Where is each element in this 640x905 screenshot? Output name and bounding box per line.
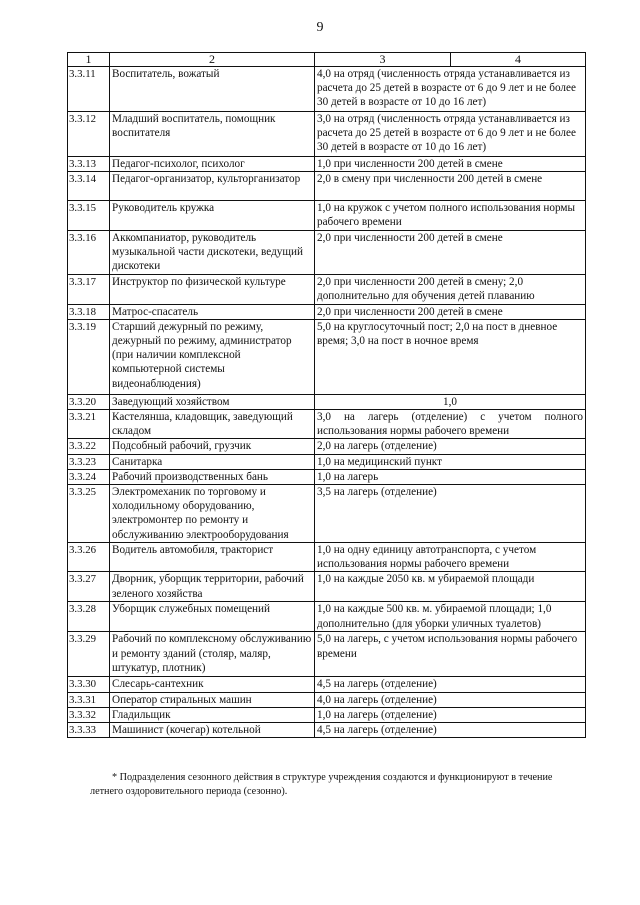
position-name: Старший дежурный по режиму, дежурный по режиму, администратор (при наличии комплексной компьютерной системы видеонаблюдения) <box>110 319 315 394</box>
table-row <box>68 454 586 469</box>
table-row <box>68 201 586 230</box>
staffing-norm: 4,0 на лагерь (отделение) <box>315 692 586 707</box>
position-name: Педагог-психолог, психолог <box>110 157 315 172</box>
column-header: 2 <box>110 53 315 67</box>
table-row <box>68 410 586 439</box>
table-header-row <box>68 53 586 67</box>
table-row <box>68 157 586 172</box>
staffing-norm: 1,0 на лагерь <box>315 469 586 484</box>
table-row <box>68 439 586 454</box>
table-row <box>68 394 586 409</box>
row-number: 3.3.27 <box>68 572 110 602</box>
position-name: Дворник, уборщик территории, рабочий зеленого хозяйства <box>110 572 315 602</box>
position-name: Инструктор по физической культуре <box>110 274 315 304</box>
position-name: Педагог-организатор, культорганизатор <box>110 172 315 201</box>
staffing-norm: 3,0 на отряд (численность отряда устанавливается из расчета до 25 детей в возрасте от 6 до 9 лет и не более 30 детей в возрасте от 10 до 16 лет) <box>315 112 586 157</box>
position-name: Заведующий хозяйством <box>110 394 315 409</box>
staffing-norm: 1,0 на каждые 2050 кв. м убираемой площади <box>315 572 586 602</box>
position-name: Младший воспитатель, помощник воспитателя <box>110 112 315 157</box>
position-name: Гладильщик <box>110 707 315 722</box>
row-number: 3.3.26 <box>68 543 110 572</box>
position-name: Матрос-спасатель <box>110 304 315 319</box>
position-name: Рабочий по комплексному обслуживанию и ремонту зданий (столяр, маляр, штукатур, плотник) <box>110 632 315 677</box>
row-number: 3.3.32 <box>68 707 110 722</box>
column-header: 3 <box>315 53 451 67</box>
staffing-norm: 1,0 на одну единицу автотранспорта, с учетом использования нормы рабочего времени <box>315 543 586 572</box>
table-row <box>68 602 586 632</box>
table-row <box>68 304 586 319</box>
row-number: 3.3.14 <box>68 172 110 201</box>
staffing-norm: 2,0 в смену при численности 200 детей в смене <box>315 172 586 201</box>
row-number: 3.3.20 <box>68 394 110 409</box>
position-name: Оператор стиральных машин <box>110 692 315 707</box>
position-name: Рабочий производственных бань <box>110 469 315 484</box>
row-number: 3.3.16 <box>68 230 110 274</box>
position-name: Электромеханик по торговому и холодильному оборудованию, электромонтер по ремонту и обслуживанию электрооборудования <box>110 485 315 543</box>
row-number: 3.3.18 <box>68 304 110 319</box>
position-name: Аккомпаниатор, руководитель музыкальной части дискотеки, ведущий дискотеки <box>110 230 315 274</box>
position-name: Уборщик служебных помещений <box>110 602 315 632</box>
position-name: Кастелянша, кладовщик, заведующий складом <box>110 410 315 439</box>
table-row <box>68 707 586 722</box>
staffing-norm: 5,0 на круглосуточный пост; 2,0 на пост в дневное время; 3,0 на пост в ночное время <box>315 319 586 394</box>
staffing-norm: 1,0 на каждые 500 кв. м. убираемой площади; 1,0 дополнительно (для уборки уличных туалетов) <box>315 602 586 632</box>
position-name: Машинист (кочегар) котельной <box>110 723 315 738</box>
table-row <box>68 172 586 201</box>
row-number: 3.3.29 <box>68 632 110 677</box>
position-name: Руководитель кружка <box>110 201 315 230</box>
table-row <box>68 572 586 602</box>
staffing-norm: 4,5 на лагерь (отделение) <box>315 723 586 738</box>
staffing-norm: 1,0 на кружок с учетом полного использования нормы рабочего времени <box>315 201 586 230</box>
staffing-norm: 2,0 при численности 200 детей в смену; 2,0 дополнительно для обучения детей плаванию <box>315 274 586 304</box>
table-row <box>68 67 586 112</box>
column-header: 1 <box>68 53 110 67</box>
row-number: 3.3.11 <box>68 67 110 112</box>
table-row <box>68 543 586 572</box>
row-number: 3.3.28 <box>68 602 110 632</box>
position-name: Слесарь-сантехник <box>110 677 315 692</box>
row-number: 3.3.24 <box>68 469 110 484</box>
table-row <box>68 723 586 738</box>
position-name: Воспитатель, вожатый <box>110 67 315 112</box>
row-number: 3.3.21 <box>68 410 110 439</box>
row-number: 3.3.12 <box>68 112 110 157</box>
position-name: Водитель автомобиля, тракторист <box>110 543 315 572</box>
row-number: 3.3.15 <box>68 201 110 230</box>
staffing-table <box>67 52 586 738</box>
table-row <box>68 230 586 274</box>
row-number: 3.3.13 <box>68 157 110 172</box>
row-number: 3.3.19 <box>68 319 110 394</box>
staffing-norm: 2,0 на лагерь (отделение) <box>315 439 586 454</box>
table-row <box>68 469 586 484</box>
staffing-norm: 1,0 на медицинский пункт <box>315 454 586 469</box>
staffing-norm: 2,0 при численности 200 детей в смене <box>315 230 586 274</box>
row-number: 3.3.23 <box>68 454 110 469</box>
row-number: 3.3.30 <box>68 677 110 692</box>
table-row <box>68 677 586 692</box>
table-row <box>68 319 586 394</box>
row-number: 3.3.25 <box>68 485 110 543</box>
position-name: Подсобный рабочий, грузчик <box>110 439 315 454</box>
staffing-norm: 1,0 на лагерь (отделение) <box>315 707 586 722</box>
table-row <box>68 485 586 543</box>
page-number: 9 <box>316 20 324 35</box>
table-row <box>68 112 586 157</box>
table-row <box>68 632 586 677</box>
staffing-norm: 1,0 при численности 200 детей в смене <box>315 157 586 172</box>
staffing-norm: 4,5 на лагерь (отделение) <box>315 677 586 692</box>
staffing-norm: 5,0 на лагерь, с учетом использования нормы рабочего времени <box>315 632 586 677</box>
staffing-norm: 1,0 <box>315 394 586 409</box>
staffing-norm: 4,0 на отряд (численность отряда устанавливается из расчета до 25 детей в возрасте от 6 до 9 лет и не более 30 детей в возрасте от 10 до 16 лет) <box>315 67 586 112</box>
table-row <box>68 274 586 304</box>
row-number: 3.3.22 <box>68 439 110 454</box>
staffing-norm: 3,0 на лагерь (отделение) с учетом полного использования нормы рабочего времени <box>315 410 586 439</box>
staffing-norm: 2,0 при численности 200 детей в смене <box>315 304 586 319</box>
position-name: Санитарка <box>110 454 315 469</box>
column-header: 4 <box>451 53 586 67</box>
row-number: 3.3.31 <box>68 692 110 707</box>
row-number: 3.3.17 <box>68 274 110 304</box>
table-row <box>68 692 586 707</box>
footnote: * Подразделения сезонного действия в структуре учреждения создаются и функционируют в течение летнего оздоровительного периода (сезонно). <box>90 772 553 797</box>
row-number: 3.3.33 <box>68 723 110 738</box>
staffing-norm: 3,5 на лагерь (отделение) <box>315 485 586 543</box>
